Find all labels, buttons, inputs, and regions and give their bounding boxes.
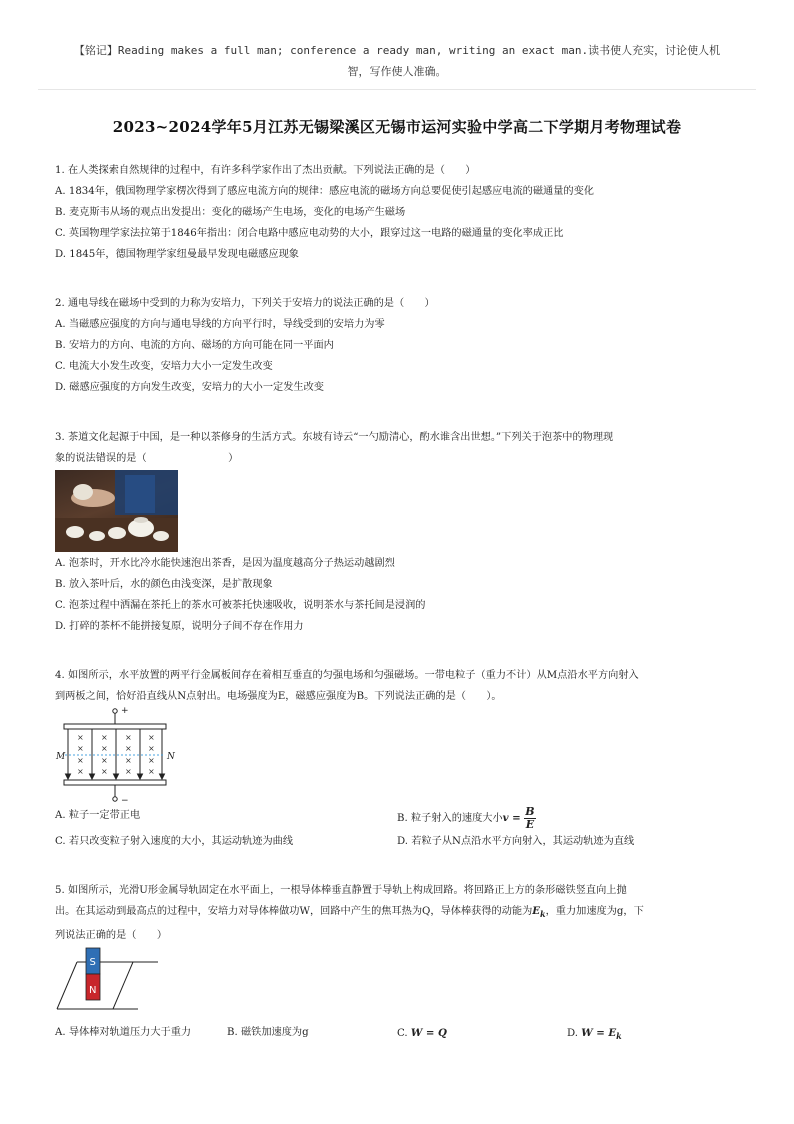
work-equals-heat: W = Q <box>410 1027 447 1039</box>
option-d-subscript: k <box>616 1031 622 1042</box>
question-3-stem <box>55 427 745 469</box>
svg-text:×: × <box>77 733 84 742</box>
kinetic-energy-subscript: k <box>540 909 546 920</box>
u-rail-end <box>57 962 77 1009</box>
question-1-option-c[interactable]: C. 英国物理学家法拉第于1846年指出：闭合电路中感应电动势的大小，跟穿过这一电路的磁通量的变化率成正比 <box>55 228 564 239</box>
question-4-option-c[interactable]: C. 若只改变粒子射入速度的大小，其运动轨迹为曲线 <box>55 836 294 847</box>
minus-terminal-icon <box>113 797 117 801</box>
question-5-option-b[interactable]: B. 磁铁加速度为g <box>227 1027 309 1038</box>
u-rail-magnet-figure <box>55 946 165 1016</box>
question-5-option-a[interactable]: A. 导体棒对轨道压力大于重力 <box>55 1027 192 1038</box>
equals-sign: = <box>508 812 525 824</box>
kinetic-energy-symbol: E <box>532 905 541 917</box>
plus-terminal-label: + <box>121 706 129 716</box>
plus-terminal-icon <box>113 709 117 713</box>
parallel-plates-figure <box>55 703 185 805</box>
question-5-option-d[interactable] <box>567 1025 622 1044</box>
question-2-option-a[interactable]: A. 当磁感应强度的方向与通电导线的方向平行时，导线受到的安培力为零 <box>55 319 385 330</box>
question-4-option-a[interactable]: A. 粒子一定带正电 <box>55 810 141 821</box>
question-5-option-d-prefix: D. <box>567 1028 579 1039</box>
tea-ceremony-photo <box>55 470 178 552</box>
question-1-stem: 1. 在人类探索自然规律的过程中，有许多科学家作出了杰出贡献。下列说法正确的是（ ） <box>55 165 476 176</box>
svg-text:×: × <box>77 744 84 753</box>
velocity-symbol: v <box>502 812 509 824</box>
question-2 <box>55 293 745 398</box>
top-plate <box>64 724 166 729</box>
question-3-options <box>55 553 745 637</box>
work-equals-kinetic-energy: W = E <box>581 1027 617 1039</box>
question-3-option-b[interactable]: B. 放入茶叶后，水的颜色由浅变深，是扩散现象 <box>55 579 273 590</box>
motto-line-1: 【铭记】Reading makes a full man; conference a ready man, writing an exact man.读书使人充实，讨论使人机 <box>73 44 721 57</box>
question-5-option-c[interactable] <box>397 1025 447 1042</box>
fraction-denominator: E <box>525 817 535 831</box>
question-5-option-c-prefix: C. <box>397 1028 408 1039</box>
question-4-stem <box>55 665 745 707</box>
question-4-stem-line-1: 4. 如图所示，水平放置的两平行金属板间存在着相互垂直的匀强电场和匀强磁场。一带电粒子（重力不计）从M点沿水平方向射入 <box>55 670 639 681</box>
point-m-label: M <box>56 752 66 762</box>
svg-text:×: × <box>148 767 155 776</box>
question-5-stem-line-3: 列说法正确的是（ ） <box>55 930 168 942</box>
question-1-option-b[interactable]: B. 麦克斯韦从场的观点出发提出：变化的磁场产生电场，变化的电场产生磁场 <box>55 207 406 218</box>
svg-text:×: × <box>125 756 132 765</box>
fraction-numerator: B <box>525 804 535 818</box>
question-2-option-b[interactable]: B. 安培力的方向、电流的方向、磁场的方向可能在同一平面内 <box>55 340 334 351</box>
svg-text:×: × <box>148 733 155 742</box>
question-3-stem-line-2: 象的说法错误的是（ ） <box>55 453 239 464</box>
question-3-option-d[interactable]: D. 打碎的茶杯不能拼接复原，说明分子间不存在作用力 <box>55 621 304 632</box>
header-divider <box>38 89 756 90</box>
svg-text:×: × <box>125 744 132 753</box>
fraction-b-over-e <box>524 806 535 831</box>
question-4-option-b[interactable] <box>397 804 536 833</box>
question-5-stem <box>55 880 745 946</box>
question-3-option-c[interactable]: C. 泡茶过程中洒漏在茶托上的茶水可被茶托快速吸收，说明茶水与茶托间是浸润的 <box>55 600 426 611</box>
question-1-option-d[interactable]: D. 1845年，德国物理学家纽曼最早发现电磁感应现象 <box>55 249 299 260</box>
question-2-option-c[interactable]: C. 电流大小发生改变，安培力大小一定发生改变 <box>55 361 273 372</box>
question-3-option-a[interactable]: A. 泡茶时，开水比冷水能快速泡出茶香，是因为温度越高分子热运动越剧烈 <box>55 558 395 569</box>
svg-text:×: × <box>101 767 108 776</box>
question-1 <box>55 160 745 265</box>
point-n-label: N <box>167 752 175 762</box>
conductor-rod <box>113 962 133 1009</box>
page-title: 2023~2024学年5月江苏无锡梁溪区无锡市运河实验中学高二下学期月考物理试卷 <box>112 118 682 136</box>
svg-text:×: × <box>125 767 132 776</box>
motto-line-2: 智，写作使人准确。 <box>347 65 447 78</box>
question-2-stem: 2. 通电导线在磁场中受到的力称为安培力，下列关于安培力的说法正确的是（ ） <box>55 298 435 309</box>
svg-text:×: × <box>125 733 132 742</box>
question-4-option-d[interactable]: D. 若粒子从N点沿水平方向射入，其运动轨迹为直线 <box>397 836 635 847</box>
question-1-option-a[interactable]: A. 1834年，俄国物理学家楞次得到了感应电流方向的规律：感应电流的磁场方向总要促使引起感应电流的磁通量的变化 <box>55 186 594 197</box>
svg-text:×: × <box>101 733 108 742</box>
question-4-option-b-text: 粒子射入的速度大小 <box>410 813 503 824</box>
bottom-plate <box>64 780 166 785</box>
tea-ceremony-illustration <box>55 470 178 552</box>
question-2-option-d[interactable]: D. 磁感应强度的方向发生改变，安培力的大小一定发生改变 <box>55 382 324 393</box>
minus-terminal-label: − <box>121 796 129 805</box>
s-pole-label: S <box>89 957 96 968</box>
svg-text:×: × <box>101 756 108 765</box>
svg-text:×: × <box>101 744 108 753</box>
question-4-option-b-prefix: B. <box>397 813 408 824</box>
svg-text:×: × <box>77 756 84 765</box>
n-pole-label: N <box>89 985 97 996</box>
svg-text:×: × <box>148 756 155 765</box>
question-3-stem-line-1: 3. 茶道文化起源于中国，是一种以茶修身的生活方式。东坡有诗云“一勺励清心，酌水谁含出世想。”下列关于泡茶中的物理现 <box>55 432 614 443</box>
question-4-stem-line-2: 到两板之间，恰好沿直线从N点射出。电场强度为E，磁感应强度为B。下列说法正确的是（ ）。 <box>55 691 502 702</box>
svg-text:×: × <box>148 744 155 753</box>
svg-text:×: × <box>77 767 84 776</box>
question-5-stem-line-2: 出。在其运动到最高点的过程中，安培力对导体棒做功W，回路中产生的焦耳热为Q，导体棒获得的动能为$E_k$，重力加速度为g，下 <box>55 905 644 920</box>
question-5-stem-line-1: 5. 如图所示，光滑U形金属导轨固定在水平面上，一根导体棒垂直静置于导轨上构成回路。将回路正上方的条形磁铁竖直向上抛 <box>55 885 627 896</box>
motto <box>40 40 754 82</box>
